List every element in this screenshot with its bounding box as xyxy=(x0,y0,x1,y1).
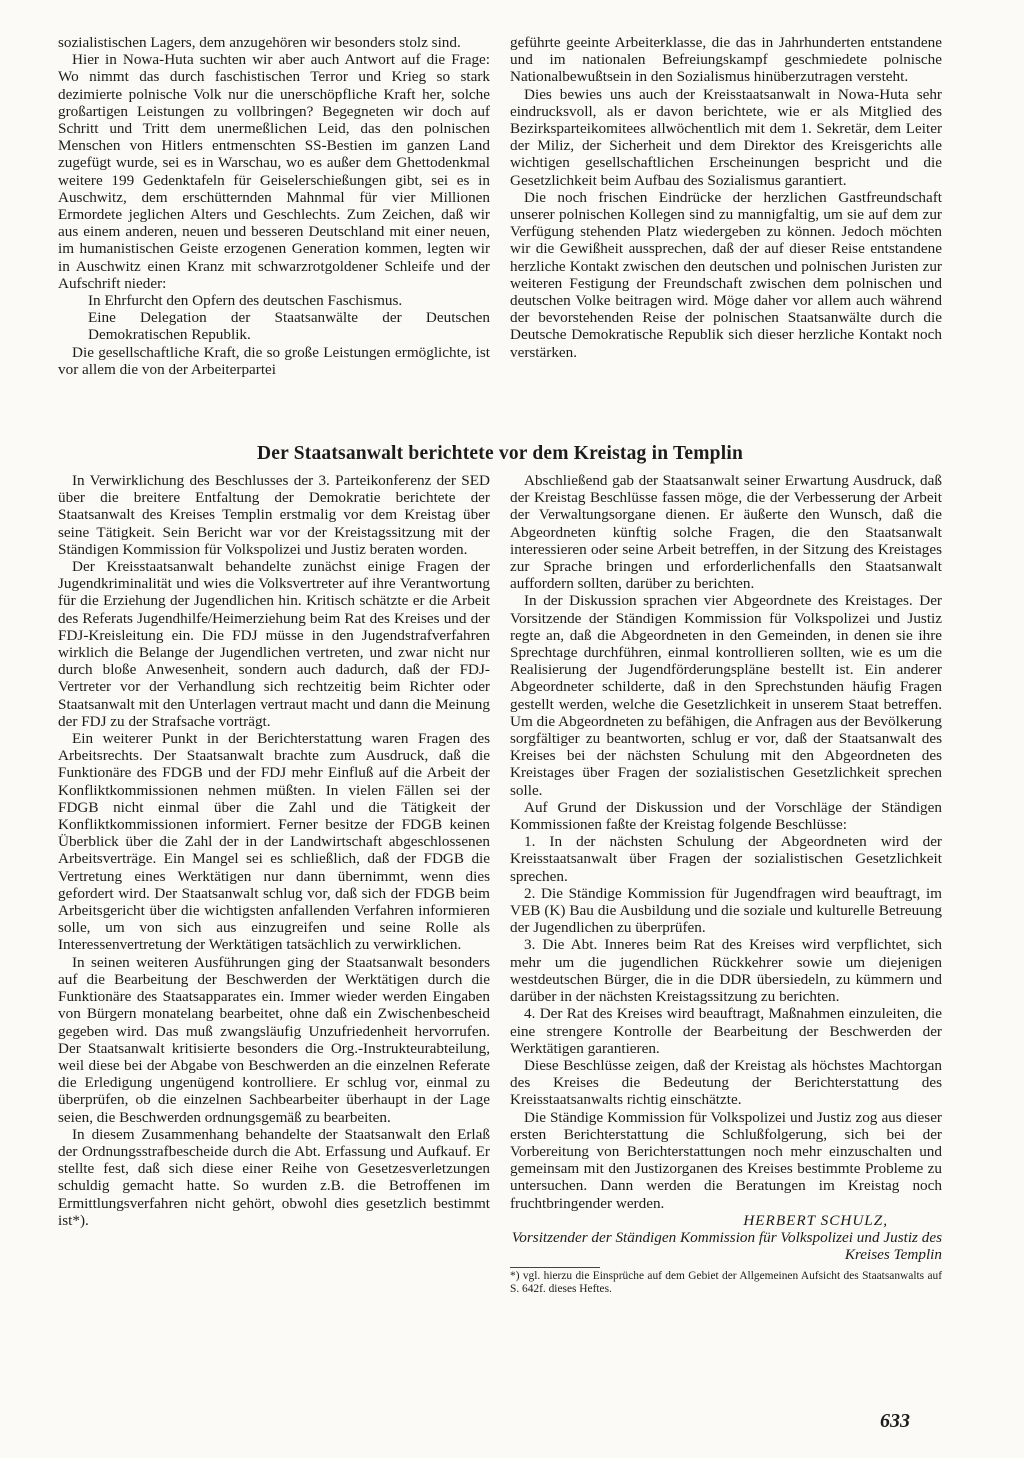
paragraph: Auf Grund der Diskussion und der Vorschläge der Ständigen Kommissionen faßte der Kreistag folgende Beschlüsse: xyxy=(510,798,942,834)
resolution-item: 4. Der Rat des Kreises wird beauftragt, Maßnahmen einzuleiten, die eine strengere Kontrolle der Bearbeitung der Beschwerden der Werktätigen garantieren. xyxy=(510,1005,942,1057)
paragraph: In der Diskussion sprachen vier Abgeordnete des Kreistages. Der Vorsitzende der Ständigen Kommission für Volkspolizei und Justiz regte an, daß die Abgeordneten in den Gemeinden, in denen sie ihre Sprechtage durchführen, einmal kontrollieren sollten, wie es um die Realisierung der Jugendförderungspläne bestellt ist. Ein anderer Abgeordneter schilderte, daß in den Sprechstunden häufig Fragen gestellt werden, welche die Gesetzlichkeit in unserem Staat betreffen. Um die Abgeordneten zu befähigen, die Anfragen aus der Bevölkerung sorgfältiger zu beantworten, schlug er vor, daß der Staatsanwalt des Kreises bei der nächsten Schulung mit den Abgeordneten des Kreistages über Fragen der sozialistischen Gesetzlichkeit sprechen solle. xyxy=(510,592,942,799)
article-right-column xyxy=(510,472,942,1296)
paragraph: Hier in Nowa-Huta suchten wir aber auch Antwort auf die Frage: Wo nimmt das durch faschistischen Terror und Krieg so stark dezimierte polnische Volk nur die unerschöpfliche Kraft her, solche großartigen Leistungen zu vollbringen? Begegneten wir doch auf Schritt und Tritt dem unermeßlichen Leid, das den polnischen Menschen von Hitlers entmenschten SS-Bestien im ganzen Land zugefügt wurde, sei es in Warschau, wo es außer dem Ghettodenkmal weitere 199 Gedenktafeln für Geiselerschießungen gibt, sei es in Auschwitz, dem erschütternden Mahnmal für vier Millionen Ermordete jeglichen Alters und Geschlechts. Zum Zeichen, daß wir aus einem anderen, neuen und besseren Deutschland mit einer neuen, im humanistischen Geiste erzogenen Generation kommen, legten wir in Auschwitz einen Kranz mit schwarzrotgoldener Schleife und der Aufschrift nieder: xyxy=(58,51,490,292)
paragraph: Ein weiterer Punkt in der Berichterstattung waren Fragen des Arbeitsrechts. Der Staatsanwalt brachte zum Ausdruck, daß die Funktionäre des FDGB und der FDJ mehr Einfluß auf die Arbeit der Konfliktkommissionen nehmen müßten. In vielen Fällen sei der FDGB nicht einmal über die Zahl und die Tätigkeit der Konfliktkommissionen informiert. Ferner besitze der FDGB keinen Überblick über die Zahl der in der Landwirtschaft abgeschlossenen Arbeitsverträge. Ein Mangel sei es schließlich, daß der FDGB die Vertretung eines Werktätigen nur dann übernimmt, wenn dies gefordert wird. Der Staatsanwalt schlug vor, daß sich der FDGB beim Arbeitsgericht über die wichtigsten anfallenden Verfahren informieren solle, um von sich aus einzugreifen und seine Rolle als Interessenvertretung der Werktätigen tatsächlich zu verwirklichen. xyxy=(58,730,490,954)
paragraph: Abschließend gab der Staatsanwalt seiner Erwartung Ausdruck, daß der Kreistag Beschlüsse fassen möge, die der Verbesserung der Arbeit der Verwaltungsorgane dienen. Er äußerte den Wunsch, daß die Abgeordneten künftig solche Fragen, die den Staatsanwalt interessieren oder seine Arbeit betreffen, in der Sitzung des Kreistages zur Sprache bringen und erforderlichenfalls den Staatsanwalt auffordern sollten, darüber zu berichten. xyxy=(510,472,942,593)
wreath-inscription xyxy=(88,292,490,344)
paragraph: Die noch frischen Eindrücke der herzlichen Gastfreundschaft unserer polnischen Kollegen sind zu mannigfaltig, um sie auf dem zur Verfügung stehenden Platz wiedergeben zu können. Jedoch möchten wir die Gewißheit aussprechen, daß der auf dieser Reise entstandene herzliche Kontakt zwischen den deutschen und polnischen Juristen zur weiteren Festigung der Freundschaft zwischen dem polnischen und deutschen Volke beitragen wird. Möge daher vor allem auch während der bevorstehenden Reise der polnischen Staatsanwälte durch die Deutsche Demokratische Republik sich dieser herzliche Kontakt noch verstärken. xyxy=(510,188,942,361)
paragraph: Dies bewies uns auch der Kreisstaatsanwalt in Nowa-Huta sehr eindrucksvoll, als er davon berichtete, wie er als Mitglied des Bezirksparteikomitees allwöchentlich mit dem 1. Sekretär, dem Leiter der Miliz, der Sicherheit und dem Direktor des Kreisgerichts alle wichtigen gesellschaftlichen Erscheinungen bespricht und die Gesetzlichkeit beim Aufbau des Sozialismus garantiert. xyxy=(510,85,942,189)
paragraph: Der Kreisstaatsanwalt behandelte zunächst einige Fragen der Jugendkriminalität und wies die Volksvertreter auf ihre Verantwortung für die Erziehung der Jugendlichen hin. Kritisch schätzte er die Arbeit des Referats Jugendhilfe/Heimerziehung beim Rat des Kreises und der FDJ-Kreisleitung ein. Die FDJ müsse in den Jugendstrafverfahren wirklich die Belange der Jugendlichen vertreten, und zwar nicht nur durch bloße Anwesenheit, sondern auch dadurch, daß der FDJ-Vertreter vor der Verhandlung sich rechtzeitig beim Richter oder Staatsanwalt mit den Unterlagen vertraut macht und dann die Meinung der FDJ zu der Strafsache vorträgt. xyxy=(58,558,490,730)
resolution-item: 1. In der nächsten Schulung der Abgeordneten wird der Kreisstaatsanwalt über Fragen der sozialistischen Gesetzlichkeit sprechen. xyxy=(510,833,942,885)
top-left-column xyxy=(58,34,490,378)
resolution-item: 2. Die Ständige Kommission für Jugendfragen wird beauftragt, im VEB (K) Bau die Ausbildung und die soziale und kulturelle Betreuung der Jugendlichen zu überprüfen. xyxy=(510,884,942,937)
paragraph: Die gesellschaftliche Kraft, die so große Leistungen ermöglichte, ist vor allem die von der Arbeiterpartei xyxy=(58,343,490,378)
paragraph: Diese Beschlüsse zeigen, daß der Kreistag als höchstes Machtorgan des Kreises die Bedeutung der Berichterstattung des Kreisstaatsanwalts richtig einschätzte. xyxy=(510,1056,942,1109)
footnote-rule xyxy=(510,1267,600,1268)
paragraph: sozialistischen Lagers, dem anzugehören wir besonders stolz sind. xyxy=(58,34,461,51)
top-right-column xyxy=(510,34,942,361)
signature-name: HERBERT SCHULZ, xyxy=(743,1211,888,1229)
article-left-column xyxy=(58,472,490,1229)
footnote: *) vgl. hierzu die Einsprüche auf dem Gebiet der Allgemeinen Aufsicht des Staatsanwalts auf S. 642f. dieses Heftes. xyxy=(510,1270,942,1296)
paragraph: geführte geeinte Arbeiterklasse, die das in Jahrhunderten entstandene und im nationalen Befreiungskampf geschmiedete polnische Nationalbewußtsein in den Sozialismus hinüberzutragen versteht. xyxy=(510,34,942,86)
inscription-line: Eine Delegation der Staatsanwälte der Deutschen Demokratischen Republik. xyxy=(88,309,490,344)
page-number: 633 xyxy=(880,1410,910,1432)
paragraph: In seinen weiteren Ausführungen ging der Staatsanwalt besonders auf die Bearbeitung der Beschwerden der Werktätigen durch die Funktionäre des Staatsapparates ein. Immer wieder werden Eingaben von Bürgern monatelang bearbeitet, ohne daß ein Zwischenbescheid gegeben wird. Das muß zwangsläufig Unzufriedenheit hervorrufen. Der Staatsanwalt kritisierte besonders die Org.-Instrukteurabteilung, weil diese bei der Abgabe von Beschwerden an die einzelnen Referate die Erledigung ungenügend kontrolliere. Er schlug vor, einmal zu überprüfen, ob die einzelnen Sachbearbeiter überhaupt in der Lage seien, die Beschwerden ordnungsgemäß zu bearbeiten. xyxy=(58,953,490,1126)
article-title: Der Staatsanwalt berichtete vor dem Kreistag in Templin xyxy=(256,443,744,464)
signature-role: Vorsitzender der Ständigen Kommission für Volkspolizei und Justiz des Kreises Templin xyxy=(511,1228,942,1264)
paragraph: In diesem Zusammenhang behandelte der Staatsanwalt den Erlaß der Ordnungsstrafbescheide durch die Abt. Erfassung und Aufkauf. Er stellte fest, daß sich diese einer Reihe von Gesetzesverletzungen schuldig gemacht hatte. So wurden z.B. die Betroffenen im Ermittlungsverfahren nicht gehört, obwohl dies gesetzlich bestimmt ist*). xyxy=(58,1125,490,1229)
inscription-line: In Ehrfurcht den Opfern des deutschen Faschismus. xyxy=(88,292,403,310)
paragraph: Die Ständige Kommission für Volkspolizei und Justiz zog aus dieser ersten Berichterstattung die Schlußfolgerung, sich bei der Vorbereitung von Berichterstattungen noch mehr einzuschalten und gemeinsam mit den Justizorganen des Kreises bestimmte Probleme zu untersuchen. Dann werden die Beratungen im Kreistag noch fruchtbringender werden. xyxy=(510,1108,942,1212)
paragraph: In Verwirklichung des Beschlusses der 3. Parteikonferenz der SED über die breitere Entfaltung der Demokratie berichtete der Staatsanwalt des Kreises Templin erstmalig vor dem Kreistag über seine Tätigkeit. Sein Bericht war vor der Kreistagssitzung mit der Ständigen Kommission für Volkspolizei und Justiz beraten worden. xyxy=(58,472,490,558)
resolution-item: 3. Die Abt. Inneres beim Rat des Kreises wird verpflichtet, sich mehr um die jugendlichen Rückkehrer sowie um diejenigen westdeutschen Bürger, die in die DDR übersiedeln, zu kümmern und darüber in der nächsten Kreistagssitzung zu berichten. xyxy=(510,936,942,1006)
